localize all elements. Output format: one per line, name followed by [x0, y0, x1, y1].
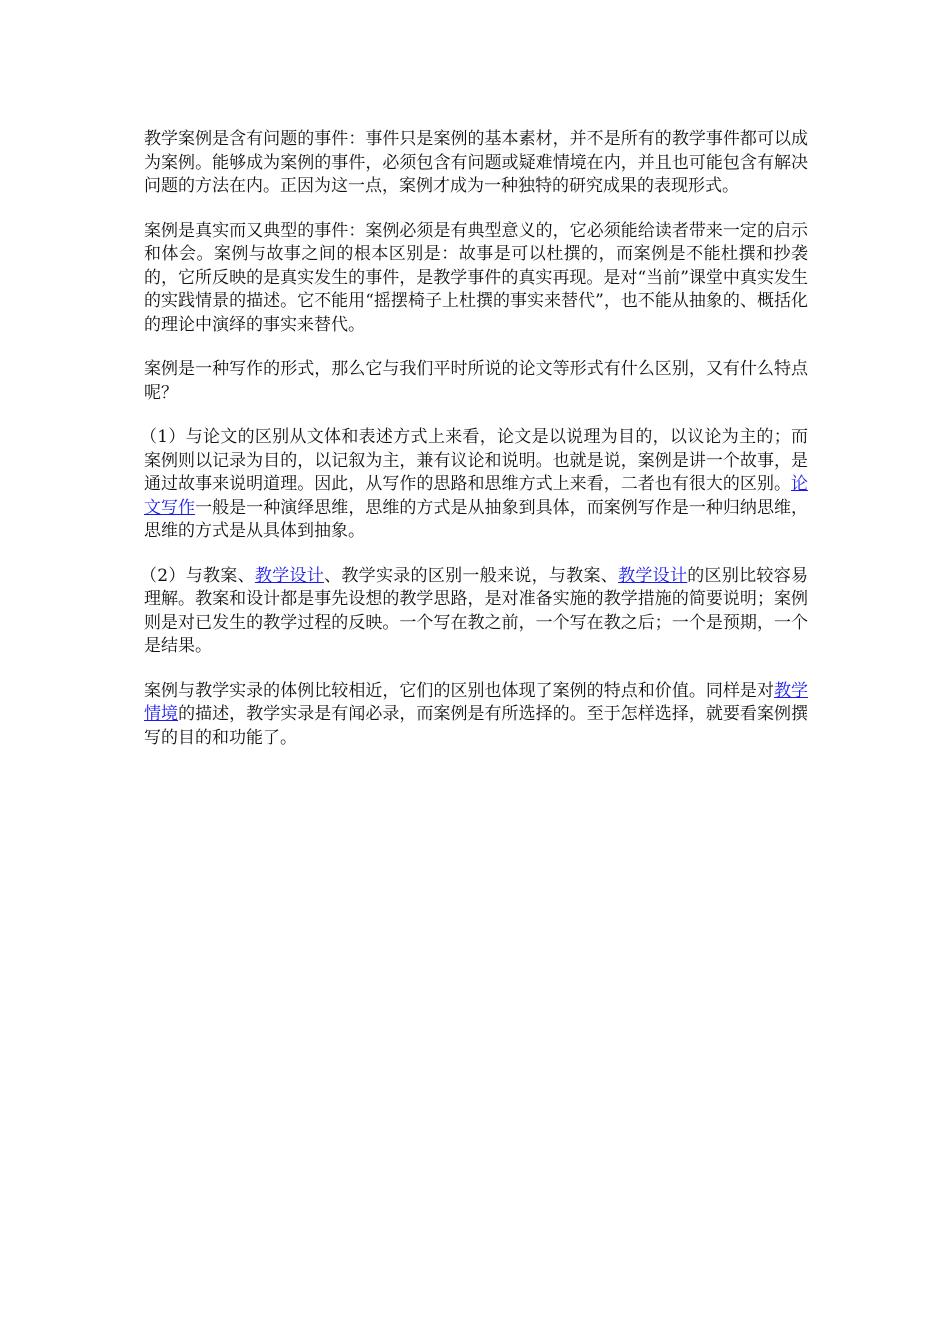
paragraph-5: [140, 565, 809, 659]
document-body: [140, 128, 809, 771]
link-teaching-situation[interactable]: 教学情境: [144, 680, 809, 724]
link-paper-writing[interactable]: 论文写作: [144, 474, 808, 518]
paragraph-6-text-2: 的描述，教学实录是有闻必录，而案例是有所选择的。至于怎样选择，就要看案例撰写的目的和功能了。: [144, 704, 809, 748]
paragraph-2: 案例是真实而又典型的事件：案例必须是有典型意义的，它必须能给读者带来一定的启示和体会。案例与故事之间的根本区别是：故事是可以杜撰的，而案例是不能杜撰和抄袭的，它所反映的是真实发生的事件，是教学事件的真实再现。是对“当前”课堂中真实发生的实践情景的描述。它不能用“摇摆椅子上杜撰的事实来替代”，也不能从抽象的、概括化的理论中演绎的事实来替代。: [144, 220, 808, 335]
paragraph-6: [144, 680, 808, 751]
paragraph-6-text-1: 案例与教学实录的体例比较相近，它们的区别也体现了案例的特点和价值。同样是对: [144, 680, 774, 701]
paragraph-1: 教学案例是含有问题的事件：事件只是案例的基本素材，并不是所有的教学事件都可以成为案例。能够成为案例的事件，必须包含有问题或疑难情境在内，并且也可能包含有解决问题的方法在内。正因为这一点，案例才成为一种独特的研究成果的表现形式。: [144, 129, 808, 196]
paragraph-4-text-before: （1）与论文的区别从文体和表述方式上来看，论文是以说理为目的，以议论为主的；而案例则以记录为目的，以记叙为主，兼有议论和说明。也就是说，案例是讲一个故事，是通过故事来说明道理。因此，从写作的思路和思维方式上来看，二者也有很大的区别。: [140, 427, 808, 494]
paragraph-5-text-1: （2）与教案、: [140, 565, 255, 586]
paragraph-5-text-2: 、教学实录的区别一般来说，与教案、: [324, 565, 619, 586]
paragraph-5-text-3: 的区别比较容易理解。教案和设计都是事先设想的教学思路，是对准备实施的教学措施的简要说明；案例则是对已发生的教学过程的反映。一个写在教之前，一个写在教之后；一个是预期，一个是结果。: [144, 565, 809, 656]
link-teaching-design-2[interactable]: 教学设计: [618, 565, 688, 586]
paragraph-3: 案例是一种写作的形式，那么它与我们平时所说的论文等形式有什么区别，又有什么特点呢？: [144, 359, 808, 403]
paragraph-4: [140, 426, 809, 544]
link-teaching-design-1[interactable]: 教学设计: [254, 565, 325, 586]
paragraph-4-text-after: 一般是一种演绎思维，思维的方式是从抽象到具体，而案例写作是一种归纳思维，思维的方式是从具体到抽象。: [144, 497, 809, 541]
